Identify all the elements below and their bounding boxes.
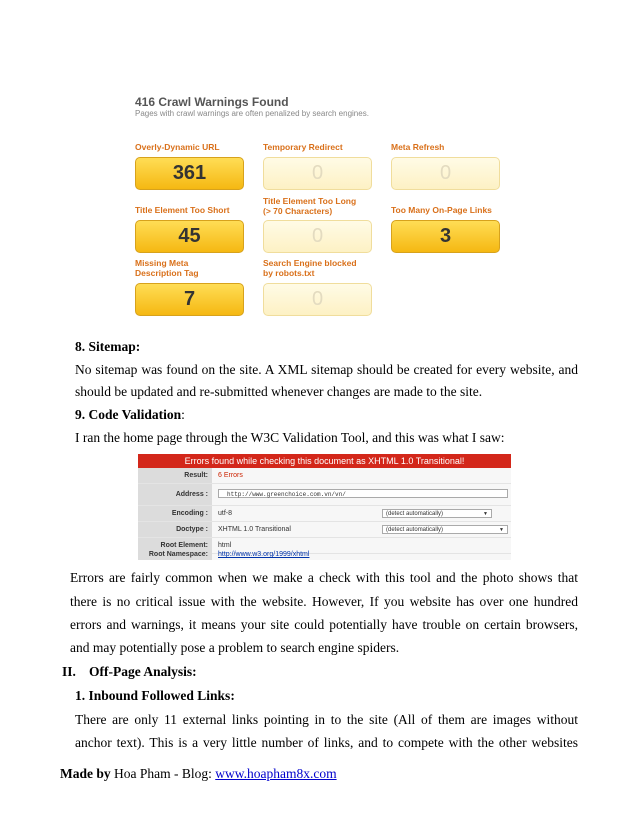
warning-label-title-too-long-line2: (> 70 Characters): [263, 205, 333, 216]
warning-label-title-too-long: [263, 197, 356, 216]
validator-value-root-element: html: [218, 542, 232, 549]
validator-value-result: 6 Errors: [218, 472, 243, 479]
warning-count-temporary-redirect: 0: [263, 157, 372, 190]
validator-result-panel: [138, 454, 511, 560]
warning-count-missing-meta-description: 7: [135, 283, 244, 316]
validator-row-result: [138, 468, 511, 484]
warning-label-blocked-line1: Search Engine blocked: [263, 258, 357, 268]
validator-key-root-namespace: Root Namespace:: [138, 549, 212, 560]
offpage-heading: Off-Page Analysis:: [89, 664, 197, 679]
warning-label-overly-dynamic-url: Overly-Dynamic URL: [135, 142, 220, 152]
offpage-numeral: II.: [62, 664, 76, 679]
inbound-links-heading: 1. Inbound Followed Links:: [75, 688, 235, 703]
footer-author: Hoa Pham - Blog:: [110, 766, 216, 781]
warning-label-missing-meta-line1: Missing Meta: [135, 258, 189, 268]
validator-key-doctype: Doctype :: [138, 522, 212, 537]
validator-value-root-namespace[interactable]: http://www.w3.org/1999/xhtml: [218, 551, 310, 558]
inbound-links-line2: anchor text). This is a very little number of links, and to compete with the other websites: [75, 735, 578, 750]
warning-count-blocked-by-robots: 0: [263, 283, 372, 316]
warning-label-too-many-links: Too Many On-Page Links: [391, 205, 492, 215]
sitemap-text-line2: should be updated and re-submitted whenever changes are made to the site.: [75, 384, 483, 399]
chevron-down-icon: ▼: [499, 527, 504, 533]
chevron-down-icon: ▼: [483, 511, 488, 517]
validator-key-address: Address :: [138, 484, 212, 505]
warning-label-temporary-redirect: Temporary Redirect: [263, 142, 343, 152]
warning-label-title-too-short: Title Element Too Short: [135, 205, 230, 215]
warning-count-too-many-links: 3: [391, 220, 500, 253]
warning-label-title-too-long-line1: Title Element Too Long: [263, 196, 357, 206]
validator-value-encoding: utf-8: [218, 510, 233, 517]
doctype-select[interactable]: [382, 525, 508, 534]
validator-address-input[interactable]: http://www.greenchoice.com.vn/vn/: [218, 489, 508, 498]
errors-para-line3: errors and warnings, it means your site could potentially have trouble on certain browsers,: [70, 617, 578, 632]
errors-para-line4: and may potentially pose a problem to search engine spiders.: [70, 640, 400, 655]
inbound-links-line1: There are only 11 external links pointing in to the site (All of them are images without: [75, 712, 578, 727]
validator-key-encoding: Encoding :: [138, 506, 212, 521]
warning-label-missing-meta-description: [135, 259, 199, 278]
errors-para-line1: Errors are fairly common when we make a check with this tool and the photo shows that: [70, 570, 578, 585]
validator-key-root-element: Root Element:: [138, 538, 212, 553]
warning-label-meta-refresh: Meta Refresh: [391, 142, 445, 152]
code-validation-text: I ran the home page through the W3C Validation Tool, and this was what I saw:: [75, 430, 505, 445]
warning-count-overly-dynamic-url: 361: [135, 157, 244, 190]
crawl-warnings-subtitle: Pages with crawl warnings are often penalized by search engines.: [135, 109, 369, 118]
footer: [60, 766, 337, 782]
warning-label-blocked-by-robots: [263, 259, 357, 278]
crawl-warnings-title: 416 Crawl Warnings Found: [135, 95, 289, 109]
footer-made-by: Made by: [60, 766, 111, 781]
validator-row-root-namespace: [138, 549, 511, 560]
validator-row-encoding: [138, 506, 511, 522]
sitemap-text-line1: No sitemap was found on the site. A XML sitemap should be created for every website, and: [75, 362, 578, 377]
validator-row-doctype: [138, 522, 511, 538]
sitemap-heading: 8. Sitemap:: [75, 339, 141, 354]
validator-key-result: Result:: [138, 468, 212, 483]
warning-count-meta-refresh: 0: [391, 157, 500, 190]
warning-count-title-too-long: 0: [263, 220, 372, 253]
warning-count-title-too-short: 45: [135, 220, 244, 253]
doctype-select-label: (detect automatically): [386, 527, 444, 533]
code-validation-heading-bold: 9. Code Validation: [75, 407, 182, 422]
encoding-select[interactable]: [382, 509, 492, 518]
code-validation-heading: [75, 407, 185, 423]
validator-error-banner: Errors found while checking this document as XHTML 1.0 Transitional!: [138, 454, 511, 468]
footer-blog-link[interactable]: www.hoapham8x.com: [215, 766, 337, 781]
warning-label-blocked-line2: by robots.txt: [263, 267, 315, 278]
validator-row-address: [138, 484, 511, 506]
warning-label-missing-meta-line2: Description Tag: [135, 267, 199, 278]
code-validation-heading-colon: :: [181, 407, 185, 422]
encoding-select-label: (detect automatically): [386, 511, 444, 517]
errors-para-line2: there is no critical issue with the website. However, If you website has over one hundred: [70, 594, 578, 609]
validator-value-doctype: XHTML 1.0 Transitional: [218, 526, 291, 533]
